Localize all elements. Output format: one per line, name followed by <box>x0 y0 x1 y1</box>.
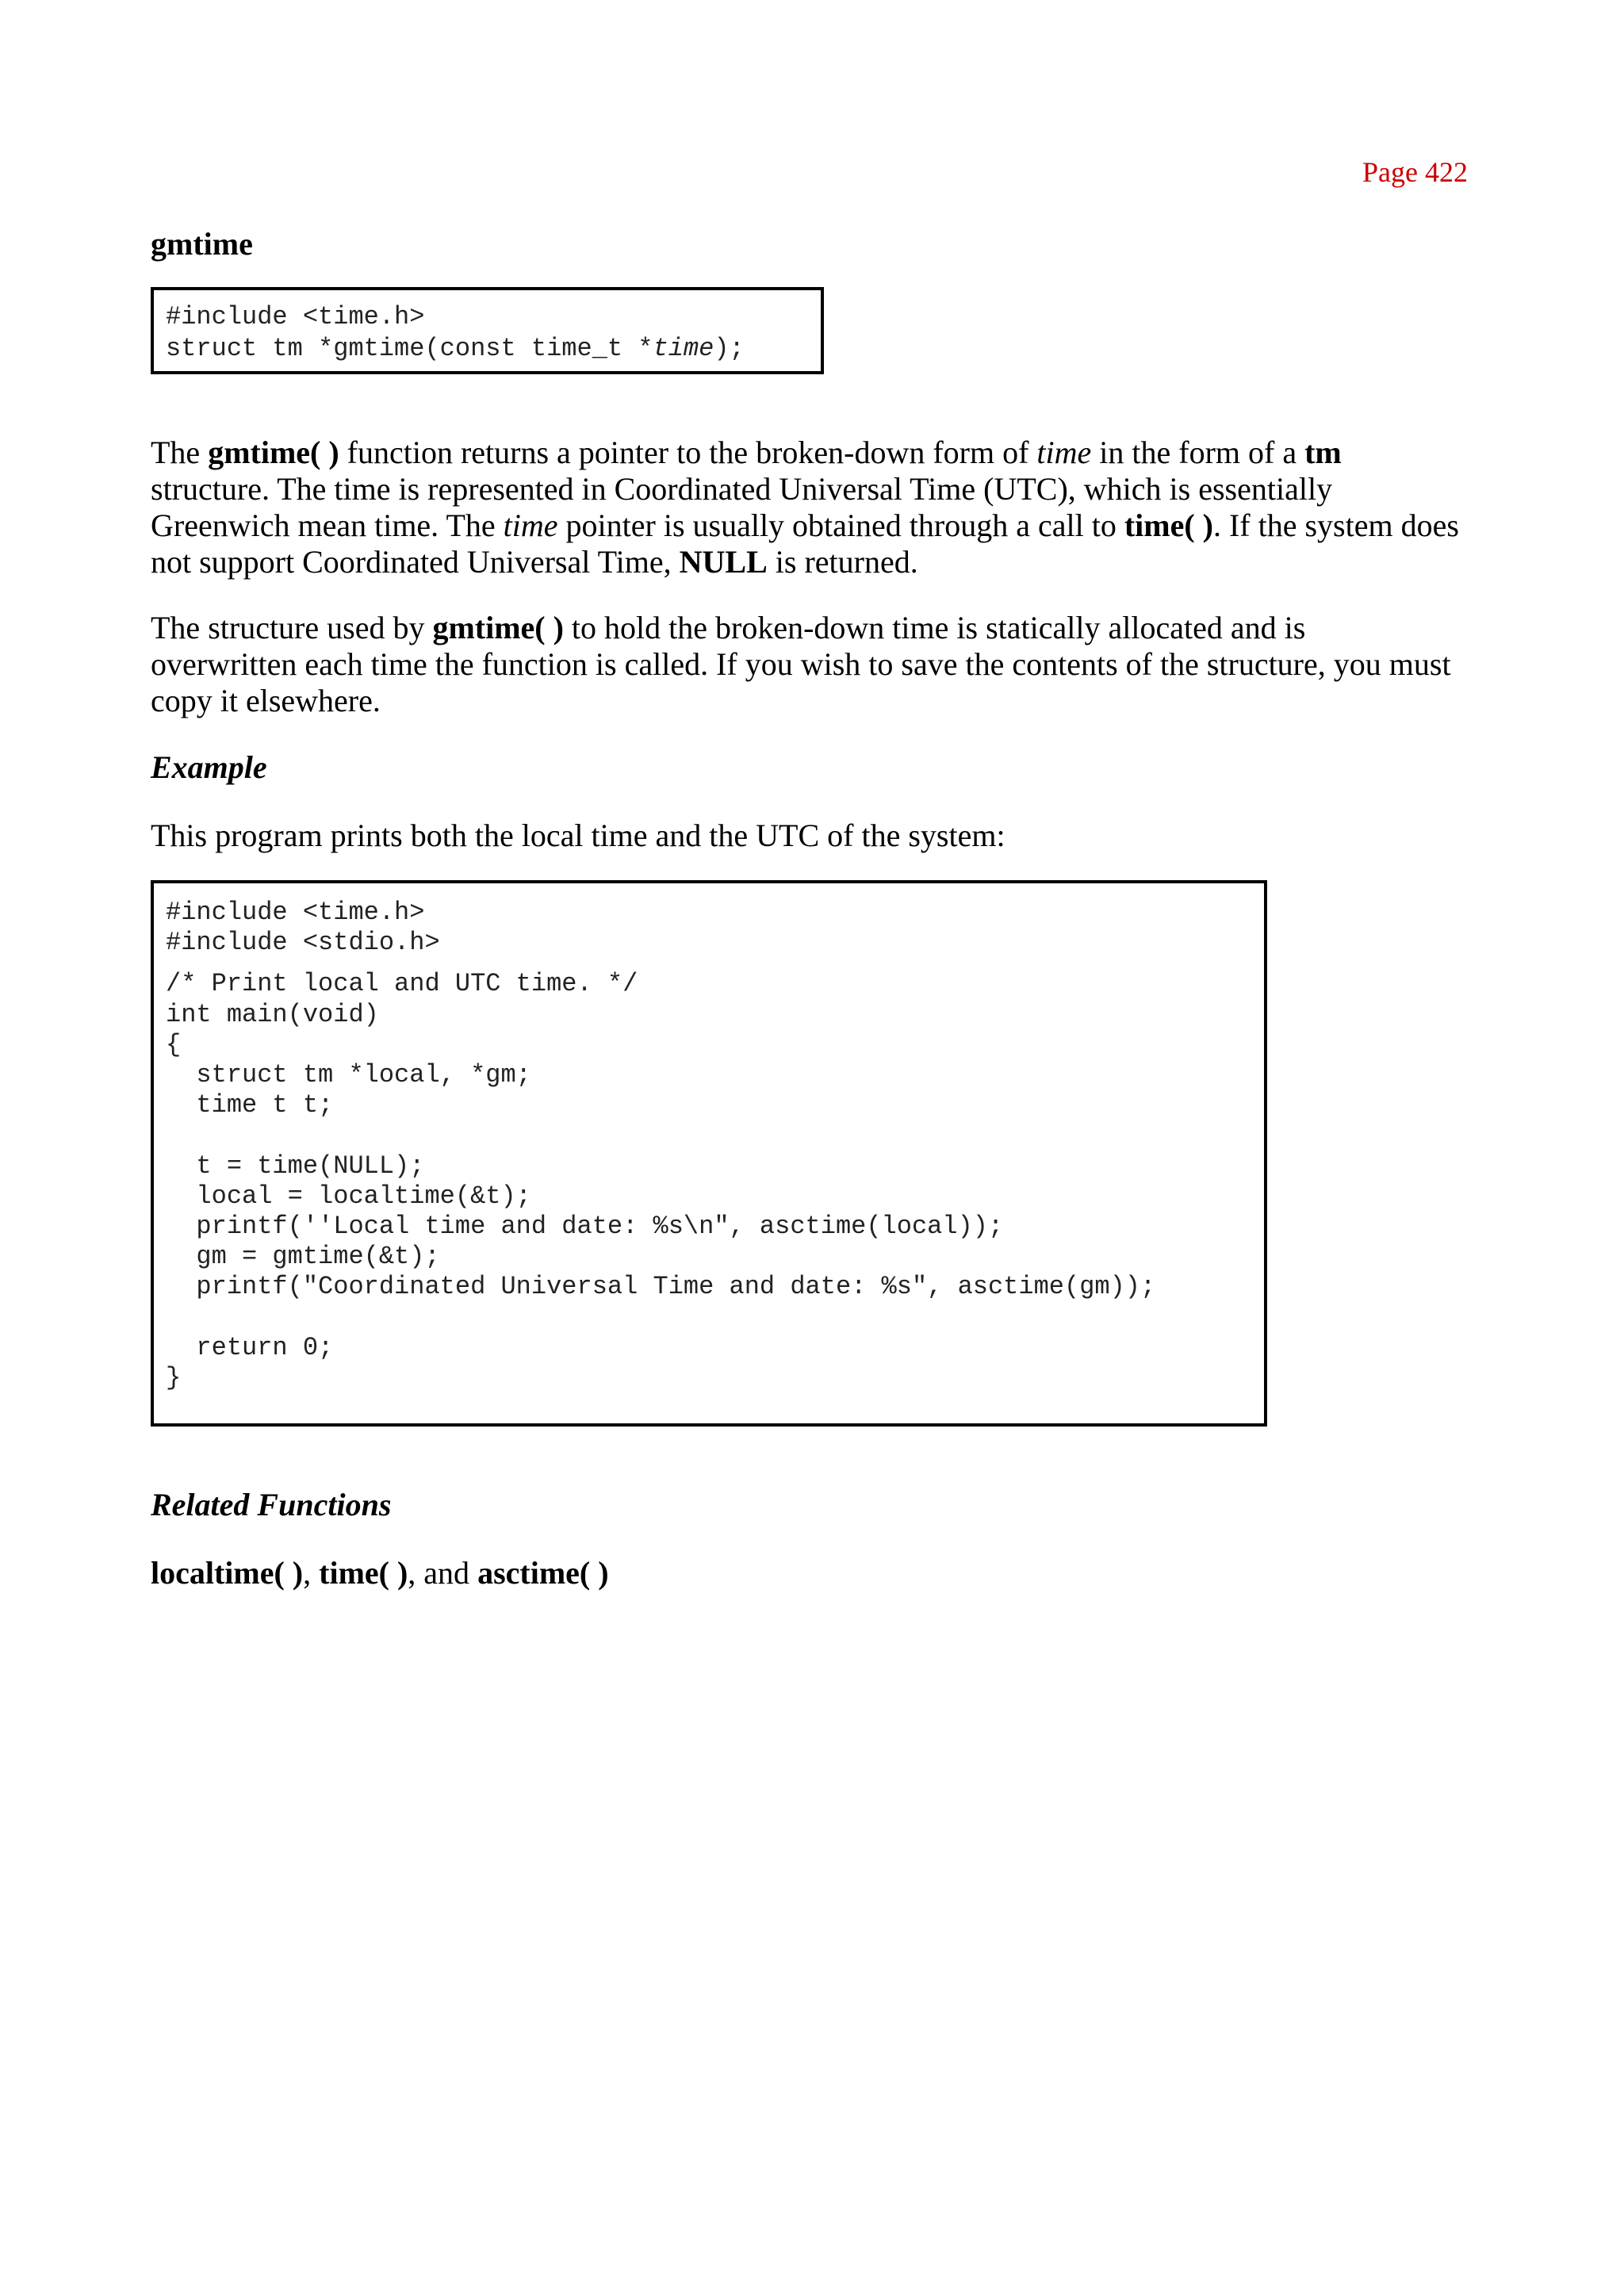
code-line: #include <time.h> <box>166 898 425 927</box>
code-line: return 0; <box>166 1332 334 1362</box>
code-line: local = localtime(&t); <box>166 1181 531 1211</box>
related-function: localtime( ) <box>151 1555 304 1591</box>
page-number: Page 422 <box>1362 156 1468 188</box>
code-line: t = time(NULL); <box>166 1151 425 1181</box>
code-line: /* Print local and UTC time. */ <box>166 969 638 999</box>
related-functions-list: localtime( ), time( ), and asctime( ) <box>151 1555 609 1591</box>
code-line: #include <time.h> <box>166 302 425 331</box>
related-function: asctime( ) <box>477 1555 609 1591</box>
description-paragraph-2: The structure used by gmtime( ) to hold the broken-down time is statically allocated and is overwritten each time the function is called. If you wish to save the contents of the structure, you must copy it elsewhere. <box>151 610 1451 718</box>
example-heading: Example <box>151 749 267 785</box>
example-intro: This program prints both the local time and the UTC of the system: <box>151 818 1005 853</box>
code-line: } <box>166 1362 182 1392</box>
code-line: #include <stdio.h> <box>166 928 440 958</box>
example-code-block <box>151 880 1267 1427</box>
code-line: printf(''Local time and date: %s\n", asctime(local)); <box>166 1211 1004 1241</box>
related-function: time( ) <box>319 1555 408 1591</box>
function-name: gmtime( ) <box>432 610 564 645</box>
prototype-code-block <box>151 287 824 374</box>
function-name: gmtime( ) <box>208 435 339 470</box>
code-line <box>166 1302 1264 1332</box>
code-line: time t t; <box>166 1090 334 1120</box>
code-line: printf("Coordinated Universal Time and date: %s", asctime(gm)); <box>166 1272 1156 1302</box>
description-paragraph-1: The gmtime( ) function returns a pointer to the broken-down form of time in the form of a tm structure. The time is represented in Coordinated Universal Time (UTC), which is essentially Greenwich mean time. The time pointer is usually obtained through a call to time( ). If the system does not support Coordinated Universal Time, NULL is returned. <box>151 435 1459 580</box>
code-param: time <box>653 334 714 363</box>
page-title: gmtime <box>151 226 253 262</box>
related-functions-heading: Related Functions <box>151 1487 392 1522</box>
code-line: { <box>166 1029 182 1059</box>
function-name: time( ) <box>1124 507 1213 543</box>
code-line: gm = gmtime(&t); <box>166 1242 440 1272</box>
code-line: struct tm *local, *gm; <box>166 1059 531 1090</box>
code-line: struct tm *gmtime(const time_t *time); <box>166 334 745 363</box>
code-line <box>166 1120 1264 1151</box>
code-line: int main(void) <box>166 999 379 1029</box>
